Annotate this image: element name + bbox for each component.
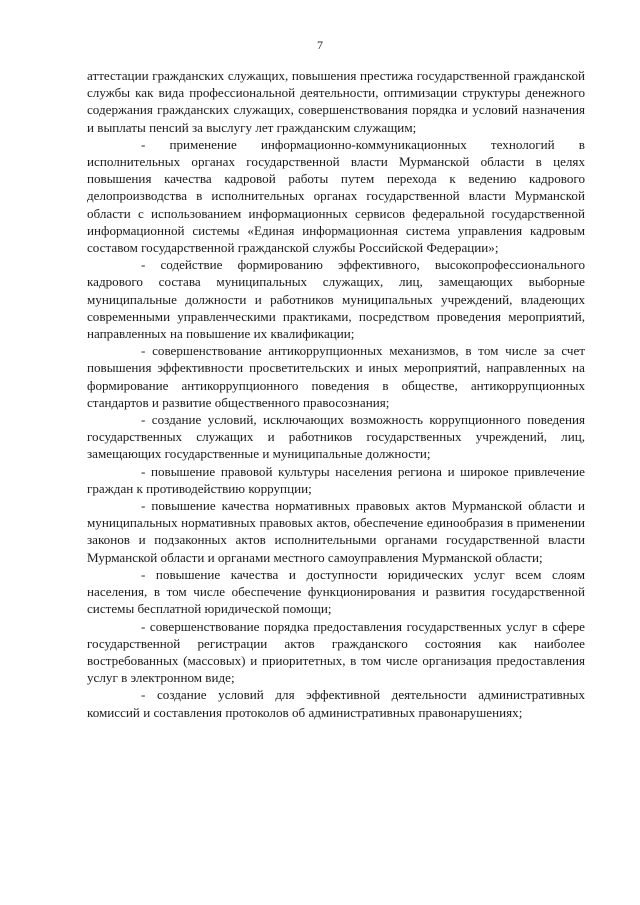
page-number: 7: [317, 38, 323, 52]
list-item: - совершенствование антикоррупционных механизмов, в том числе за счет повышения эффективности просветительских и иных мероприятий, направленных на формирование антикоррупционного поведения в обществе, антикоррупционных стандартов и развитие общественного правосознания;: [87, 343, 585, 410]
document-body: [87, 67, 585, 721]
list-item: - создание условий для эффективной деятельности административных комиссий и составления протоколов об административных правонарушениях;: [87, 687, 585, 720]
paragraph-continuation: аттестации гражданских служащих, повышения престижа государственной гражданской службы как вида профессиональной деятельности, оптимизации структуры денежного содержания гражданских служащих, совершенствования порядка и условий назначения и выплаты пенсий за выслугу лет гражданским служащим;: [87, 68, 585, 135]
list-item: - повышение качества и доступности юридических услуг всем слоям населения, в том числе обеспечение функционирования и развития государственной системы бесплатной юридической помощи;: [87, 566, 585, 617]
list-item: - содействие формированию эффективного, высокопрофессионального кадрового состава муниципальных служащих, лиц, замещающих выборные муниципальные должности и работников муниципальных учреждений, владеющих современными управленческими практиками, посредством проведения мероприятий, направленных на повышение их квалификации;: [87, 257, 585, 342]
list-item: - применение информационно-коммуникационных технологий в исполнительных органах государственной власти Мурманской области в целях повышения качества кадровой работы путем перехода к ведению кадрового делопроизводства в исполнительных органах государственной власти Мурманской области с использованием информационных сервисов федеральной государственной информационной системы «Единая информационная система управления кадровым составом государственной гражданской службы Российской Федерации»;: [87, 136, 585, 256]
list-item: - создание условий, исключающих возможность коррупционного поведения государственных служащих и работников государственных учреждений, лиц, замещающих государственные и муниципальные должности;: [87, 412, 585, 462]
list-item: - повышение правовой культуры населения региона и широкое привлечение граждан к противодействию коррупции;: [87, 463, 585, 496]
list-item: - повышение качества нормативных правовых актов Мурманской области и муниципальных нормативных правовых актов, обеспечение единообразия в применении законов и подзаконных актов исполнительными органами государственной власти Мурманской области и органами местного самоуправления Мурманской области;: [87, 498, 585, 565]
list-item: - совершенствование порядка предоставления государственных услуг в сфере государственной регистрации актов гражданского состояния как наиболее востребованных (массовых) и приоритетных, в том числе организация предоставления услуг в электронном виде;: [87, 618, 585, 686]
